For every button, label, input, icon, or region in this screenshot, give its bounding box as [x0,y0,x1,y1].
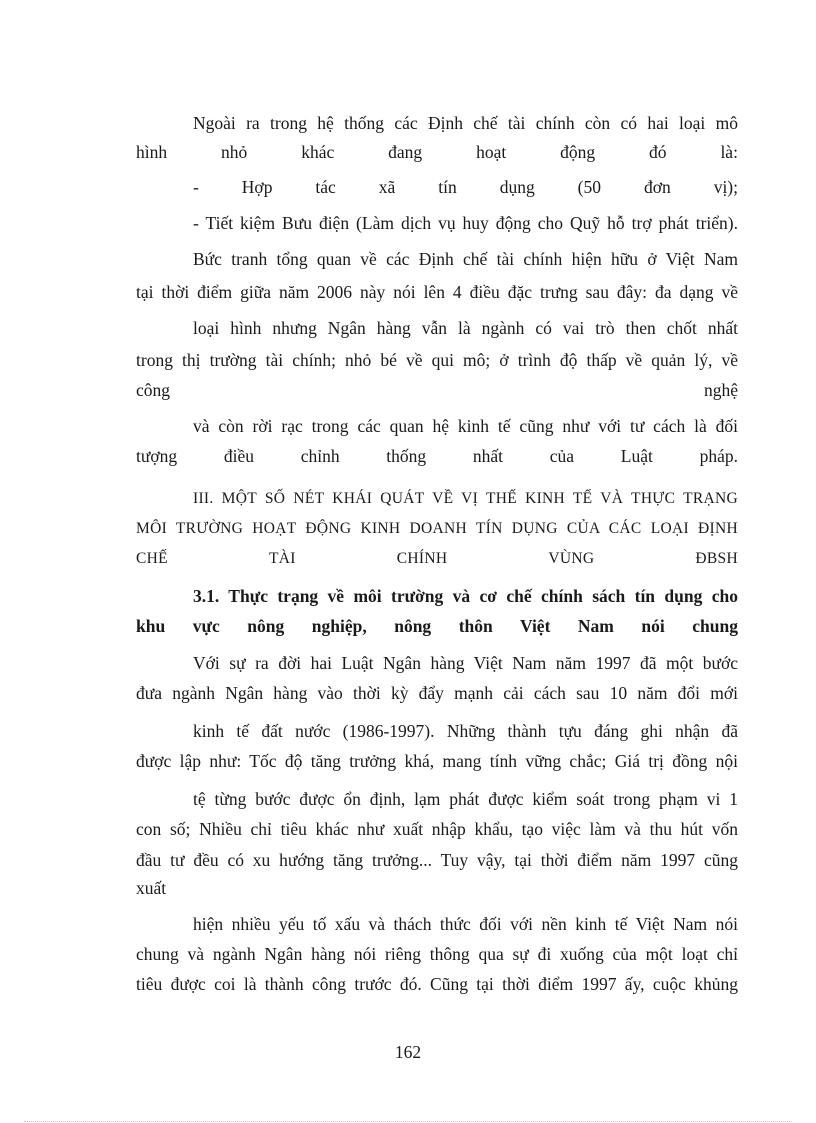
word: chỉnh [300,446,340,466]
text-line: - Tiết kiệm Bưu điện (Làm dịch vụ huy động cho Quỹ hỗ trợ phát triển). [193,213,738,233]
word: pháp. [699,446,738,466]
text-line: được lập như: Tốc độ tăng trưởng khá, mang tính vững chắc; Giá trị đồng nội [136,751,738,771]
text-line: đầu tư đều có xu hướng tăng trưởng... Tuy vậy, tại thời điểm năm 1997 cũng [136,850,738,870]
chapter-heading-line [136,547,738,571]
word: công [136,380,171,400]
text-line: Ngoài ra trong hệ thống các Định chế tài chính còn có hai loại mô [193,113,738,133]
word: đó [649,142,667,162]
text-line [136,444,738,468]
section-heading-line: 3.1. Thực trạng về môi trường và cơ chế chính sách tín dụng cho [193,586,738,606]
section-heading-line: khu vực nông nghiệp, nông thôn Việt Nam nói chung [136,616,738,636]
page-edge-divider [24,1121,792,1122]
word: khác [301,142,335,162]
text-line: và còn rời rạc trong các quan hệ kinh tế cũng như với tư cách là đối [193,416,738,436]
text-line: xuất [136,878,167,898]
text-line: tiêu được coi là thành công trước đó. Cũng tại thời điểm 1997 ấy, cuộc khủng [136,974,738,994]
word: là: [720,142,738,162]
word: điều [223,446,254,466]
text-line: con số; Nhiều chỉ tiêu khác như xuất nhập khẩu, tạo việc làm và thu hút vốn [136,819,738,839]
chapter-heading-line: MÔI TRƯỜNG HOẠT ĐỘNG KINH DOANH TÍN DỤNG CỦA CÁC LOẠI ĐỊNH [136,520,738,537]
text-line: - Hợp tác xã tín dụng (50 đơn vị); [193,177,738,197]
word: hoạt [476,142,507,162]
text-line: Với sự ra đời hai Luật Ngân hàng Việt Nam năm 1997 đã một bước [193,653,738,673]
word: nhất [472,446,504,466]
text-line [136,140,738,164]
word: CHÍNH [396,550,448,567]
text-line: hiện nhiều yếu tố xấu và thách thức đối với nền kinh tế Việt Nam nói [193,914,738,934]
word: nghệ [703,380,738,400]
word: Luật [620,446,653,466]
page-number: 162 [394,1042,422,1062]
word: ĐBSH [695,550,738,567]
chapter-heading-line: III. MỘT SỐ NÉT KHÁI QUÁT VỀ VỊ THẾ KINH TẾ VÀ THỰC TRẠNG [193,490,738,507]
text-line: loại hình nhưng Ngân hàng vẫn là ngành có vai trò then chốt nhất [193,318,738,338]
text-line: kinh tế đất nước (1986-1997). Những thành tựu đáng ghi nhận đã [193,721,738,741]
word: đang [388,142,423,162]
text-line: đưa ngành Ngân hàng vào thời kỳ đẩy mạnh cải cách sau 10 năm đổi mới [136,683,738,703]
text-line [136,378,738,402]
text-line: trong thị trường tài chính; nhỏ bé về qui mô; ở trình độ thấp về quản lý, về [136,350,738,370]
text-line: Bức tranh tổng quan về các Định chế tài chính hiện hữu ở Việt Nam [193,249,738,269]
word: VÙNG [548,550,595,567]
word: thống [386,446,427,466]
word: TÀI [268,550,296,567]
word: nhỏ [221,142,248,162]
text-line: chung và ngành Ngân hàng nói riêng thông qua sự đi xuống của một loạt chỉ [136,944,738,964]
word: hình [136,142,168,162]
word: động [560,142,596,162]
word: của [549,446,575,466]
word: CHẾ [136,550,168,567]
text-line: tại thời điểm giữa năm 2006 này nói lên 4 điều đặc trưng sau đây: đa dạng về [136,282,738,302]
text-line: tệ từng bước được ổn định, lạm phát được kiểm soát trong phạm vi 1 [193,789,738,809]
word: tượng [136,446,178,466]
